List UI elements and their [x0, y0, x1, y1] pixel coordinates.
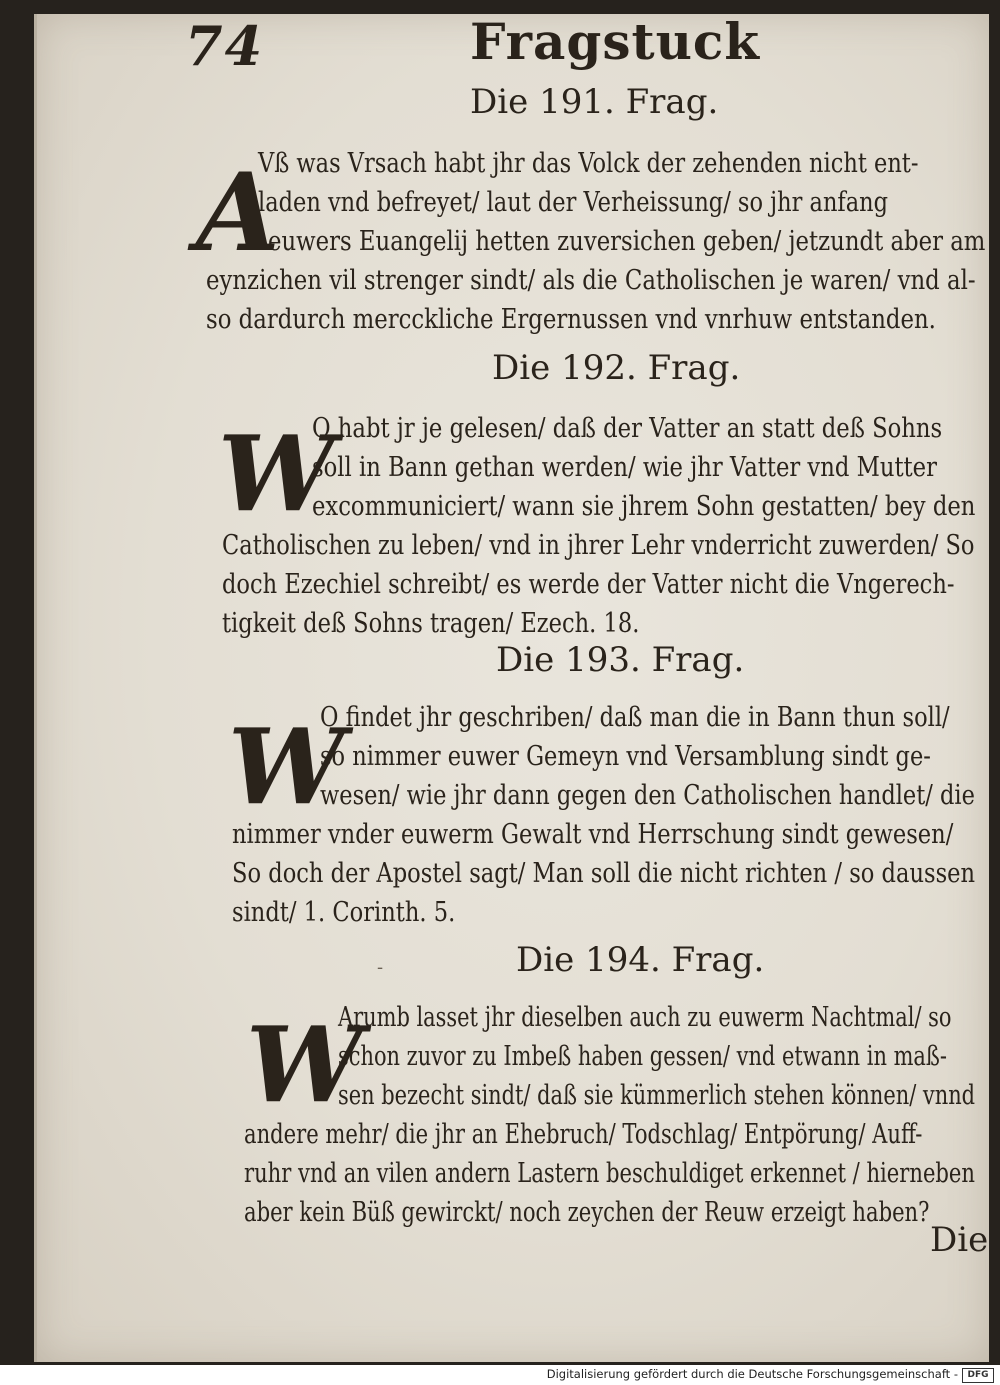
text-line: ruhr vnd an vilen andern Lastern beschuldiget erkennet / hierneben: [244, 1157, 975, 1189]
text-line: doch Ezechiel schreibt/ es werde der Vatter nicht die Vngerech-: [222, 568, 955, 600]
question-text-192: [222, 526, 1000, 643]
question-text-191-indented: [258, 144, 1000, 261]
text-line: wesen/ wie jhr dann gegen den Catholischen handlet/ die: [320, 779, 975, 811]
text-line: O findet jhr geschriben/ daß man die in Bann thun soll/: [320, 701, 950, 733]
initial-letter-w: W: [228, 705, 345, 828]
digitization-footer: [0, 1365, 1000, 1385]
initial-letter-w: W: [218, 412, 335, 535]
page-number: 74: [185, 14, 265, 78]
question-text-193: [232, 815, 1000, 932]
text-line: excommuniciert/ wann sie jhrem Sohn gestatten/ bey den: [312, 490, 976, 522]
text-line: andere mehr/ die jhr an Ehebruch/ Todschlag/ Entpörung/ Auff-: [244, 1118, 923, 1150]
text-line: laden vnd befreyet/ laut der Verheissung/ so jhr anfang: [258, 186, 889, 218]
question-text-193-indented: [320, 698, 1000, 815]
text-line: soll in Bann gethan werden/ wie jhr Vatter vnd Mutter: [312, 451, 937, 483]
text-line: eynzichen vil strenger sindt/ als die Catholischen je waren/ vnd al-: [206, 264, 976, 296]
text-line: Vß was Vrsach habt jhr das Volck der zehenden nicht ent-: [258, 147, 919, 179]
text-line: So doch der Apostel sagt/ Man soll die nicht richten / so daussen: [232, 857, 976, 889]
text-line: schon zuvor zu Imbeß haben gessen/ vnd etwann in maß-: [338, 1040, 947, 1072]
text-line: O habt jr je gelesen/ daß der Vatter an statt deß Sohns: [312, 412, 943, 444]
stray-ink-mark: -: [377, 957, 384, 978]
question-text-194: [244, 1115, 1000, 1232]
text-line: sen bezecht sindt/ daß sie kümmerlich stehen können/ vnnd: [338, 1079, 976, 1111]
text-line: nimmer vnder euwerm Gewalt vnd Herrschung sindt gewesen/: [232, 818, 954, 850]
text-line: aber kein Büß gewirckt/ noch zeychen der Reuw erzeigt haben?: [244, 1196, 930, 1228]
question-text-194-indented: [338, 998, 1000, 1115]
text-line: sindt/ 1. Corinth. 5.: [232, 896, 456, 928]
text-line: so nimmer euwer Gemeyn vnd Versamblung sindt ge-: [320, 740, 931, 772]
catchword: Die: [930, 1220, 989, 1260]
question-text-192-indented: [312, 409, 1000, 526]
text-line: so dardurch mercckliche Ergernussen vnd vnrhuw entstanden.: [206, 303, 936, 335]
question-heading-193: Die 193. Frag.: [496, 640, 745, 680]
initial-letter-w: W: [246, 1003, 363, 1126]
text-line: euwers Euangelij hetten zuversichen geben/ jetzundt aber am: [268, 225, 986, 257]
question-heading-194: Die 194. Frag.: [516, 940, 765, 980]
dfg-logo-icon: DFG: [962, 1368, 994, 1383]
text-line: Catholischen zu leben/ vnd in jhrer Lehr vnderricht zuwerden/ So: [222, 529, 975, 561]
text-line: tigkeit deß Sohns tragen/ Ezech. 18.: [222, 607, 640, 639]
text-line: Arumb lasset jhr dieselben auch zu euwerm Nachtmal/ so: [338, 1001, 952, 1033]
funding-credit: Digitalisierung gefördert durch die Deutsche Forschungsgemeinschaft -: [546, 1367, 958, 1381]
running-head: Fragstuck: [470, 12, 761, 71]
question-text-191: [206, 261, 1000, 339]
question-heading-191: Die 191. Frag.: [470, 82, 719, 122]
question-heading-192: Die 192. Frag.: [492, 348, 741, 388]
initial-letter-a: A: [196, 150, 280, 276]
